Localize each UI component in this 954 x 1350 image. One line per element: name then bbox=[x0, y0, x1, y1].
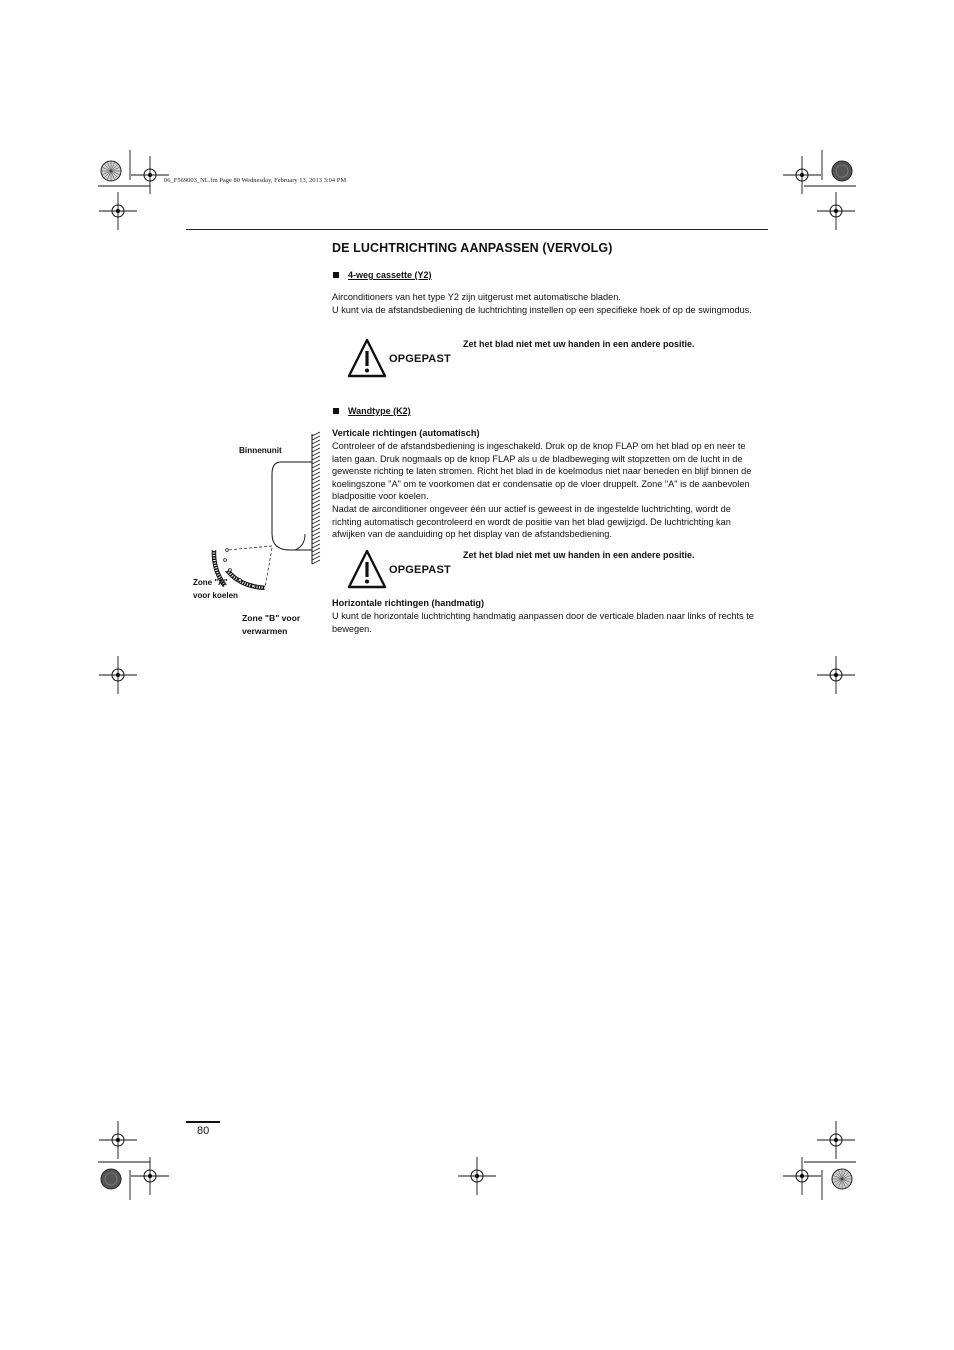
wall-heading bbox=[333, 406, 411, 416]
warning-triangle-icon bbox=[347, 338, 387, 378]
caution-badge bbox=[347, 338, 451, 382]
caution-label: OPGEPAST bbox=[389, 353, 451, 365]
vertical-heading: Verticale richtingen (automatisch) bbox=[332, 428, 480, 438]
zone-a-label: Zone "A" voor koelen bbox=[193, 578, 238, 600]
page-number: 80 bbox=[197, 1125, 210, 1137]
cassette-para-2: U kunt via de afstandsbediening de luchtrichting instellen op een specifieke hoek of op de swingmodus. bbox=[332, 305, 752, 315]
caution-text-2: Zet het blad niet met uw handen in een andere positie. bbox=[463, 550, 695, 560]
caution-badge-2 bbox=[347, 549, 451, 593]
caution-text: Zet het blad niet met uw handen in een andere positie. bbox=[463, 339, 695, 349]
bullet-square-icon bbox=[333, 408, 339, 414]
horizontal-heading: Horizontale richtingen (handmatig) bbox=[332, 598, 485, 608]
bullet-square-icon bbox=[333, 272, 339, 278]
horizontal-para: U kunt de horizontale luchtrichting handmatig aanpassen door de verticale bladen naar links of rechts te bewegen. bbox=[332, 611, 754, 634]
cassette-para-1: Airconditioners van het type Y2 zijn uitgerust met automatische bladen. bbox=[332, 292, 621, 302]
warning-triangle-icon bbox=[347, 549, 387, 589]
cassette-heading bbox=[333, 270, 432, 280]
cassette-heading-label: 4-weg cassette (Y2) bbox=[348, 270, 432, 280]
file-info: 06_F569003_NL.fm Page 80 Wednesday, February 13, 2013 3:04 PM bbox=[164, 177, 347, 184]
page-title: DE LUCHTRICHTING AANPASSEN (VERVOLG) bbox=[332, 241, 613, 255]
indoor-unit-label: Binnenunit bbox=[239, 446, 282, 455]
caution-label-2: OPGEPAST bbox=[389, 564, 451, 576]
vertical-para: Controleer of de afstandsbediening is ingeschakeld. Druk op de knop FLAP om het blad op en neer te laten gaan. Druk nogmaals op de knop FLAP als u de bladbeweging wilt stopzetten om de lucht in de gewenste richting te laten stromen. Richt het blad in de koelmodus niet naar beneden en blijf binnen de koelingszone "A" om te voorkomen dat er condensatie op de vloer druppelt. Zone "A" is de aanbevolen bladpositie voor koelen. bbox=[332, 441, 752, 502]
zone-b-label: Zone "B" voor verwarmen bbox=[242, 613, 301, 636]
wall-heading-label: Wandtype (K2) bbox=[348, 406, 411, 416]
top-rule bbox=[186, 229, 768, 230]
footer-rule bbox=[186, 1121, 220, 1123]
vertical-para-2: Nadat de airconditioner ongeveer één uur actief is geweest in de ingestelde luchtrichting, wordt de richting automatisch gecontroleerd en wordt de positie van het blad gewijzigd. De luchtrichting kan afwijken van de aanduiding op het display van de afstandsbediening. bbox=[332, 504, 731, 540]
